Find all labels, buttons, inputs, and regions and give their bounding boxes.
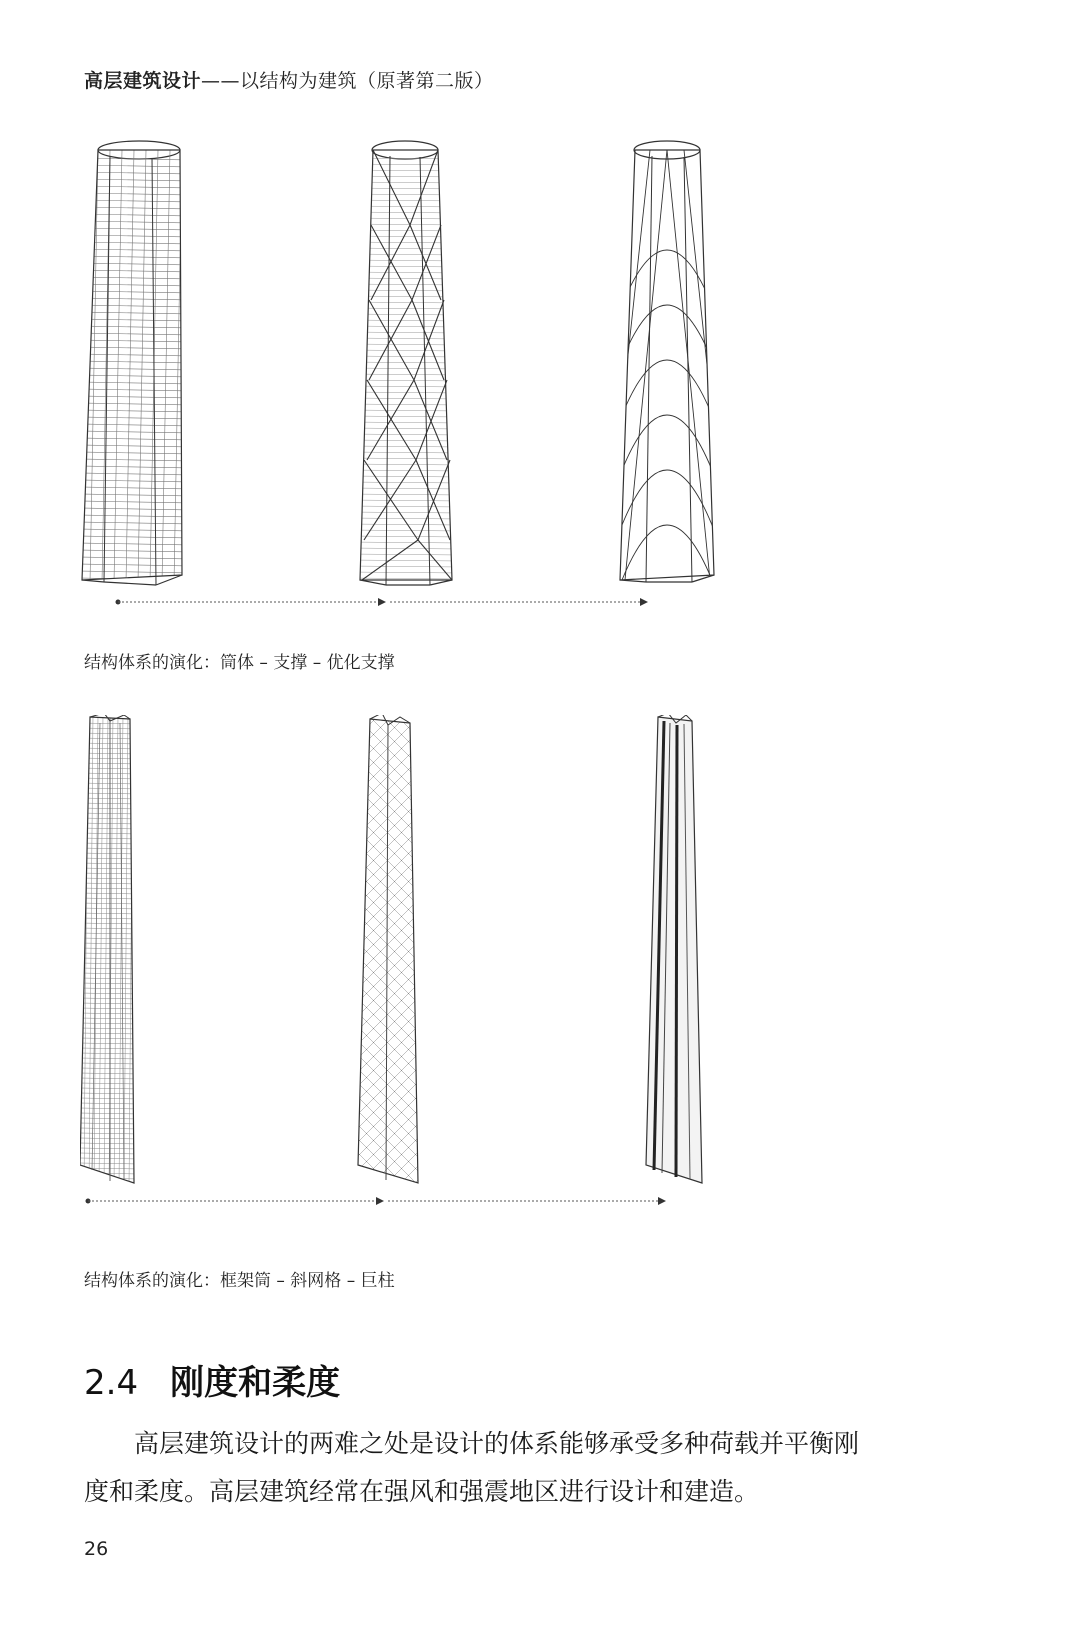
section-number: 2.4 [84,1363,139,1403]
floor-line [80,473,190,475]
floor-line [350,506,460,507]
figure-tower-evolution-1 [80,130,840,650]
diagrid-member [350,1159,425,1234]
floor-line [350,554,460,555]
floor-line [350,260,460,261]
floor-line [350,410,460,411]
optimized-brace-curve [620,580,714,640]
floor-line [80,389,190,391]
floor-line [80,361,190,363]
floor-line [350,230,460,231]
floor-line [350,284,460,285]
evolution-arrow-1 [116,598,387,606]
header-title-rest: ——以结构为建筑（原著第二版） [201,70,494,92]
floor-line [80,515,190,517]
floor-line [350,206,460,207]
floor-line [80,1183,140,1184]
floor-line [350,290,460,291]
tower-framed-tube [80,715,140,1185]
floor-line [350,338,460,339]
floor-line [350,488,460,489]
floor-line [350,458,460,459]
floor-line [80,571,190,573]
floor-line [80,249,190,251]
floor-line [350,494,460,495]
floor-line [80,459,190,461]
floor-line [350,572,460,573]
floor-line [80,424,190,426]
column-line [99,715,103,1185]
page-number: 26 [84,1538,109,1560]
floor-line [80,410,190,412]
floor-line [80,494,190,496]
floor-line [80,298,190,300]
floor-line [80,466,190,468]
floor-line [350,560,460,561]
floor-line [80,270,190,272]
floor-line [80,438,190,440]
body-paragraph [84,1420,864,1516]
floor-line [80,557,190,559]
optimized-brace-curve [620,305,714,365]
diagrid-member [350,715,425,716]
evolution-arrow-3 [86,1197,385,1205]
floor-line [350,512,460,513]
floor-line [80,340,190,342]
floor-line [80,284,190,286]
floor-line [350,218,460,219]
floor-line [80,529,190,531]
diagrid-member [350,1187,425,1260]
column-line [90,150,98,582]
floor-line [80,382,190,384]
column-line [119,715,123,1185]
column-line [104,715,108,1185]
floor-line [350,530,460,531]
floor-line [350,422,460,423]
floor-line [80,452,190,454]
floor-line [80,487,190,489]
floor-line [80,291,190,293]
floor-line [80,319,190,321]
floor-line [80,326,190,328]
floor-line [80,396,190,398]
floor-line [80,305,190,307]
floor-line [350,344,460,345]
floor-line [80,564,190,566]
floor-line [350,272,460,273]
floor-line [350,266,460,267]
column-line [134,715,138,1185]
diagonal-brace [625,150,667,580]
floor-line [80,312,190,314]
floor-line [80,543,190,545]
floor-line [350,404,460,405]
diagrid-member [350,1173,425,1248]
floor-line [350,194,460,195]
floor-line [350,566,460,567]
floor-line [350,446,460,447]
floor-line [350,170,460,171]
figure-1-caption: 结构体系的演化：筒体 – 支撑 – 优化支撑 [84,653,395,673]
floor-line [80,347,190,349]
floor-line [80,368,190,370]
floor-line [350,482,460,483]
tower-tube [80,141,194,585]
floor-line [80,550,190,552]
evolution-arrow-2 [390,598,648,606]
floor-line [350,398,460,399]
diagrid-member [350,715,425,716]
column-line [114,715,118,1185]
floor-line [350,182,460,183]
floor-line [350,248,460,249]
floor-line [350,386,460,387]
floor-line [350,224,460,225]
diagrid-member [350,1215,425,1260]
floor-line [350,428,460,429]
floor-line [80,536,190,538]
tower-optimized-bracing [620,141,714,640]
floor-line [80,333,190,335]
floor-line [350,392,460,393]
column-line [89,715,93,1185]
floor-line [80,375,190,377]
floor-line [350,578,460,579]
diagrid-member [350,1229,425,1260]
floor-line [350,500,460,501]
floor-line [350,188,460,189]
diagrid-member [350,1201,425,1260]
floor-line [350,296,460,297]
floor-line [80,263,190,265]
diagrid-member [350,1215,425,1260]
floor-line [80,480,190,482]
diagonal-brace [667,150,710,580]
floor-line [350,164,460,165]
floor-line [80,417,190,419]
optimized-brace-curve [620,360,714,420]
floor-line [80,403,190,405]
header-title-bold: 高层建筑设计 [84,70,202,92]
diagrid-member [350,1187,425,1260]
floor-line [350,542,460,543]
figure-tower-evolution-2 [80,715,840,1260]
floor-line [350,434,460,435]
floor-line [80,165,190,167]
column-line [186,150,194,582]
floor-line [80,256,190,258]
floor-line [350,416,460,417]
floor-line [80,445,190,447]
floor-line [350,440,460,441]
floor-line [80,172,190,174]
floor-line [80,501,190,503]
floor-line [350,176,460,177]
diagrid-member [350,1173,425,1248]
floor-line [80,207,190,209]
running-header [84,66,494,93]
paragraph-text: 高层建筑设计的两难之处是设计的体系能够承受多种荷载并平衡刚度和柔度。高层建筑经常在强风和强震地区进行设计和建造。 [84,1429,860,1506]
floor-line [80,431,190,433]
floor-line [350,242,460,243]
evolution-arrow-4 [388,1197,666,1205]
optimized-brace-curve [620,415,714,475]
section-heading [84,1355,340,1404]
floor-line [80,508,190,510]
floor-line [350,200,460,201]
tower-mega-column [646,715,702,1183]
floor-line [80,522,190,524]
column-line [162,150,170,582]
figure-1-drawing [80,130,840,650]
floor-line [80,277,190,279]
floor-line [350,212,460,213]
floor-line [350,470,460,471]
diagrid-member [350,1201,425,1260]
floor-line [350,518,460,519]
figure-2-caption: 结构体系的演化：框架筒 – 斜网格 – 巨柱 [84,1271,395,1291]
floor-line [350,278,460,279]
figure-2-drawing [80,715,840,1260]
tower-diagrid [350,715,425,1260]
floor-line [350,236,460,237]
diagrid-member [350,1229,425,1260]
section-title: 刚度和柔度 [170,1363,341,1403]
column-line [124,715,128,1185]
tower-braced [350,141,460,585]
floor-line [80,354,190,356]
floor-line [350,254,460,255]
